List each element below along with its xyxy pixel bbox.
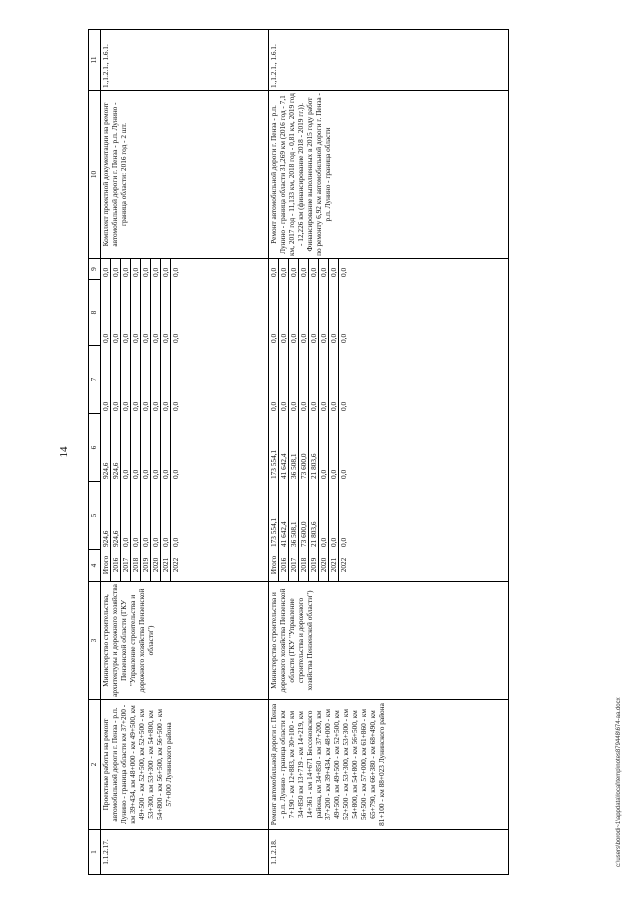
local-cell: 0,0 [339, 333, 348, 343]
year-line [319, 258, 329, 581]
funding-cells [101, 259, 269, 582]
other-cell: 0,0 [141, 258, 151, 279]
federal-cell: 0,0 [319, 345, 329, 413]
budget-cell: 0,0 [141, 413, 151, 481]
executor: Министерство строительства, архитектуры и дорожного хозяйства Пензенской области (ГКУ "Управление строительства и дорожного хозяйства Пензенской области") [101, 582, 269, 700]
program-table [88, 29, 509, 875]
budget-cell: 0,0 [161, 413, 171, 481]
local-cell: 0,0 [151, 279, 161, 345]
year-line [151, 258, 161, 581]
year-line [339, 258, 349, 581]
year-cell: 2021 [161, 549, 171, 581]
other-cell: 0,0 [319, 258, 329, 279]
year-cell: 2016 [279, 549, 289, 581]
local-cell: 0,0 [131, 279, 141, 345]
federal-cell: 0,0 [269, 345, 279, 413]
year-line [309, 258, 319, 581]
other-cell: 0,0 [101, 258, 111, 279]
funding-cells [269, 259, 509, 582]
other-cell: 0,0 [161, 258, 171, 279]
local-cell: 0,0 [171, 333, 180, 343]
federal-cell: 0,0 [299, 345, 309, 413]
federal-cell: 0,0 [329, 345, 339, 413]
other-cell: 0,0 [171, 267, 180, 277]
budget-cell: 36 508,1 [289, 413, 299, 481]
col-number: 6 [89, 414, 101, 482]
budget-cell: 0,0 [151, 413, 161, 481]
federal-cell: 0,0 [279, 345, 289, 413]
year-line [279, 258, 289, 581]
local-cell: 0,0 [141, 279, 151, 345]
total-cell: 0,0 [319, 481, 329, 549]
year-cell: 2016 [111, 549, 121, 581]
year-cell: 2020 [151, 549, 161, 581]
local-cell: 0,0 [299, 279, 309, 345]
year-line [111, 258, 121, 581]
budget-cell: 41 642,4 [279, 413, 289, 481]
total-cell: 0,0 [171, 537, 180, 547]
other-cell: 0,0 [269, 258, 279, 279]
other-cell: 0,0 [289, 258, 299, 279]
federal-cell: 0,0 [121, 345, 131, 413]
budget-cell: 0,0 [171, 469, 180, 479]
year-line [269, 258, 279, 581]
table-row [101, 30, 269, 875]
indicator-ref: 1.,1.2.1., 1.6.1. [101, 30, 269, 91]
year-cell: 2018 [299, 549, 309, 581]
total-cell: 0,0 [131, 481, 141, 549]
federal-cell: 0,0 [171, 401, 180, 411]
total-cell: 36 508,1 [289, 481, 299, 549]
year-cell: 2019 [309, 549, 319, 581]
total-cell: 41 642,4 [279, 481, 289, 549]
col-number: 2 [89, 700, 101, 830]
measure-name: Ремонт автомобильной дороги г. Пенза - р.п. Лунино - граница области км 7+190 - км 12+883, км 30+100 - км 34+850 км 13+719 - км 14+219, км 14+361 - км 14+671 Бессоновского района, км 34+850 - км 37+200, км 37+200 - км 39+434, км 48+000 - км 49+500, км 49+500 - км 52+500, км 52+500 - км 53+300, км 53+300 - км 54+800, км 54+800 - км 56+500, км 56+500 - км 57+000, км 61+860 - км 65+790, км 66+380 - км 68+490, км 81+100 - км 88+023 Лунинского района [269, 700, 509, 830]
local-cell: 0,0 [101, 279, 111, 345]
expected-result: Ремонт автомобильной дороги г. Пенза - р.п. Лунино - граница области 31,269 км (2016 год - 7,1 км, 2017 год - 11,133 км, 2018 год - 0,81 км, 2019 год - 12,226 км (финансирование 2018 - 2019 гг.)). Финансирование выполненных в 2015 году работ по ремонту 6,92 км автомобильной дороги г. Пенза - р.п. Лунино - граница области [269, 91, 509, 259]
col-number: 4 [89, 550, 101, 582]
file-path-footer: c:\users\borodi~1\appdata\local\temp\notes879448\674-aa.docx [616, 697, 622, 867]
year-line [329, 258, 339, 581]
federal-cell: 0,0 [111, 345, 121, 413]
col-number: 11 [89, 30, 101, 91]
total-cell: 0,0 [161, 481, 171, 549]
year-line [101, 258, 111, 581]
budget-cell: 0,0 [131, 413, 141, 481]
local-cell: 0,0 [111, 279, 121, 345]
total-cell: 924,6 [111, 481, 121, 549]
local-cell: 0,0 [329, 279, 339, 345]
federal-cell: 0,0 [309, 345, 319, 413]
col-number: 5 [89, 482, 101, 550]
year-cell: 2019 [141, 549, 151, 581]
other-cell: 0,0 [151, 258, 161, 279]
budget-cell: 924,6 [101, 413, 111, 481]
col-number: 8 [89, 280, 101, 346]
year-subtable [101, 258, 180, 581]
local-cell: 0,0 [279, 279, 289, 345]
col-number: 3 [89, 582, 101, 700]
indicator-ref: 1.,1.2.1., 1.6.1. [269, 30, 509, 91]
total-cell: 0,0 [329, 481, 339, 549]
year-line [121, 258, 131, 581]
total-cell: 924,6 [101, 481, 111, 549]
budget-cell: 173 554,1 [269, 413, 279, 481]
total-cell: 0,0 [339, 537, 348, 547]
measure-name: Проектные работы на ремонт автомобильной дороги г. Пенза - р.п. Лунино - граница области км 37+200 - км 39+434, км 48+000 - км 49+500, км 49+500 - км 52+500, км 52+500 - км 53+300, км 53+300 - км 54+800, км 54+800 - км 56+500, км 56+500 - км 57+000 Лунинского района [101, 700, 269, 830]
row-number: 1.1.2.17. [101, 830, 269, 875]
federal-cell: 0,0 [101, 345, 111, 413]
total-cell: 0,0 [121, 481, 131, 549]
col-number: 10 [89, 91, 101, 259]
other-cell: 0,0 [121, 258, 131, 279]
year-line [161, 258, 171, 581]
local-cell: 0,0 [309, 279, 319, 345]
col-number: 9 [89, 259, 101, 280]
total-cell: 0,0 [141, 481, 151, 549]
year-cell: 2018 [131, 549, 141, 581]
total-cell: 173 554,1 [269, 481, 279, 549]
federal-cell: 0,0 [141, 345, 151, 413]
total-cell: 0,0 [151, 481, 161, 549]
other-cell: 0,0 [131, 258, 141, 279]
budget-cell: 0,0 [339, 469, 348, 479]
column-numbers-row [89, 30, 101, 875]
year-line [299, 258, 309, 581]
year-line [289, 258, 299, 581]
page-number: 14 [58, 446, 70, 458]
other-cell: 0,0 [339, 267, 348, 277]
local-cell: 0,0 [121, 279, 131, 345]
year-cell: 2022 [171, 557, 180, 573]
federal-cell: 0,0 [131, 345, 141, 413]
federal-cell: 0,0 [339, 401, 348, 411]
budget-cell: 73 600,0 [299, 413, 309, 481]
local-cell: 0,0 [319, 279, 329, 345]
table-row [269, 30, 509, 875]
other-cell: 0,0 [111, 258, 121, 279]
year-cell: Итого [101, 549, 111, 581]
other-cell: 0,0 [309, 258, 319, 279]
year-cell: 2020 [319, 549, 329, 581]
year-cell: 2022 [339, 557, 348, 573]
col-number: 7 [89, 346, 101, 414]
budget-cell: 21 803,6 [309, 413, 319, 481]
year-line [171, 258, 181, 581]
local-cell: 0,0 [289, 279, 299, 345]
year-cell: Итого [269, 549, 279, 581]
year-cell: 2017 [121, 549, 131, 581]
local-cell: 0,0 [161, 279, 171, 345]
expected-result: Комплект проектной документации на ремонт автомобильной дороги г. Пенза - р.п. Лунино - граница области: 2016 год - 2 шт. [101, 91, 269, 259]
year-cell: 2021 [329, 549, 339, 581]
federal-cell: 0,0 [161, 345, 171, 413]
federal-cell: 0,0 [151, 345, 161, 413]
year-subtable [269, 258, 348, 581]
row-number: 1.1.2.18. [269, 830, 509, 875]
budget-cell: 0,0 [329, 413, 339, 481]
total-cell: 21 803,6 [309, 481, 319, 549]
local-cell: 0,0 [269, 279, 279, 345]
year-line [141, 258, 151, 581]
budget-cell: 0,0 [319, 413, 329, 481]
other-cell: 0,0 [329, 258, 339, 279]
budget-cell: 0,0 [121, 413, 131, 481]
budget-cell: 924,6 [111, 413, 121, 481]
total-cell: 73 600,0 [299, 481, 309, 549]
col-number: 1 [89, 830, 101, 875]
year-cell: 2017 [289, 549, 299, 581]
other-cell: 0,0 [279, 258, 289, 279]
year-line [131, 258, 141, 581]
federal-cell: 0,0 [289, 345, 299, 413]
other-cell: 0,0 [299, 258, 309, 279]
executor: Министерство строительства и дорожного хозяйства Пензенской области (ГКУ "Управление строительства и дорожного хозяйства Пензенской области") [269, 582, 509, 700]
